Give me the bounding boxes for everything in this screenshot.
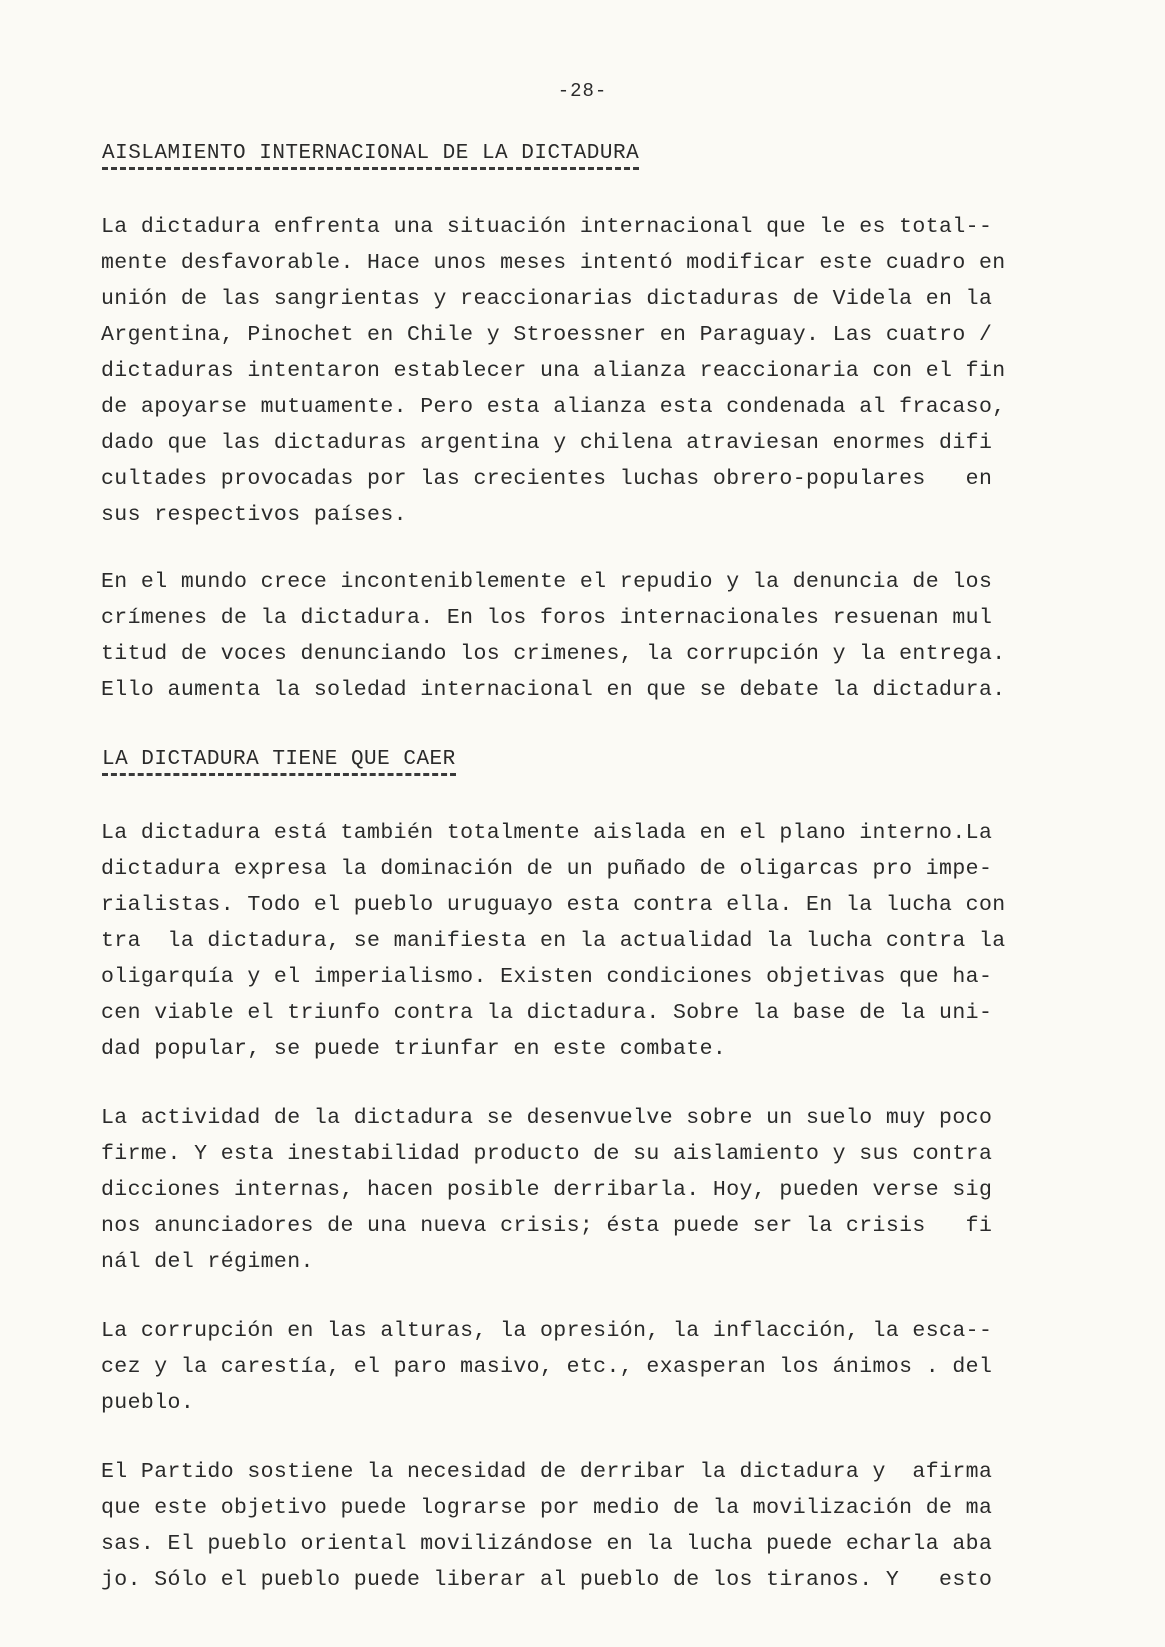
text-line: nál del régimen. xyxy=(101,1250,314,1274)
text-line: La dictadura está también totalmente aislada en el plano interno.La xyxy=(101,821,993,845)
text-line: dictadura expresa la dominación de un puñado de oligarcas pro impe- xyxy=(101,857,993,881)
text-line: En el mundo crece inconteniblemente el repudio y la denuncia de los xyxy=(101,570,993,594)
text-line: El Partido sostiene la necesidad de derribar la dictadura y afirma xyxy=(101,1460,993,1484)
heading-international-isolation: AISLAMIENTO INTERNACIONAL DE LA DICTADURA xyxy=(102,142,639,170)
text-line: dicciones internas, hacen posible derribarla. Hoy, pueden verse sig xyxy=(101,1178,993,1202)
text-line: sus respectivos países. xyxy=(101,503,407,527)
paragraph-3 xyxy=(101,815,1081,1067)
page-number: -28- xyxy=(557,80,608,102)
text-line: rialistas. Todo el pueblo uruguayo esta contra ella. En la lucha con xyxy=(101,893,1006,917)
text-line: unión de las sangrientas y reaccionarias dictaduras de Videla en la xyxy=(101,287,993,311)
text-line: titud de voces denunciando los crimenes, la corrupción y la entrega. xyxy=(101,642,1006,666)
paragraph-4 xyxy=(101,1100,1081,1280)
text-line: firme. Y esta inestabilidad producto de su aislamiento y sus contra xyxy=(101,1142,993,1166)
text-line: de apoyarse mutuamente. Pero esta alianza esta condenada al fracaso, xyxy=(101,395,1006,419)
text-line: cen viable el triunfo contra la dictadura. Sobre la base de la uni- xyxy=(101,1001,993,1025)
text-line: cez y la carestía, el paro masivo, etc., exasperan los ánimos . del xyxy=(101,1355,993,1379)
text-line: tra la dictadura, se manifiesta en la actualidad la lucha contra la xyxy=(101,929,1006,953)
heading-dictatorship-must-fall: LA DICTADURA TIENE QUE CAER xyxy=(102,748,456,776)
paragraph-6 xyxy=(101,1454,1081,1598)
text-line: Argentina, Pinochet en Chile y Stroessner en Paraguay. Las cuatro / xyxy=(101,323,993,347)
text-line: oligarquía y el imperialismo. Existen condiciones objetivas que ha- xyxy=(101,965,993,989)
text-line: La corrupción en las alturas, la opresión, la inflacción, la esca-- xyxy=(101,1319,993,1343)
text-line: nos anunciadores de una nueva crisis; ésta puede ser la crisis fi xyxy=(101,1214,993,1238)
paragraph-5 xyxy=(101,1313,1081,1421)
text-line: La actividad de la dictadura se desenvuelve sobre un suelo muy poco xyxy=(101,1106,993,1130)
text-line: pueblo. xyxy=(101,1391,195,1415)
text-line: que este objetivo puede lograrse por medio de la movilización de ma xyxy=(101,1496,993,1520)
text-line: sas. El pueblo oriental movilizándose en la lucha puede echarla aba xyxy=(101,1532,993,1556)
text-line: dad popular, se puede triunfar en este combate. xyxy=(101,1037,727,1061)
text-line: mente desfavorable. Hace unos meses intentó modificar este cuadro en xyxy=(101,251,1006,275)
text-line: Ello aumenta la soledad internacional en que se debate la dictadura. xyxy=(101,678,1006,702)
text-line: La dictadura enfrenta una situación internacional que le es total-- xyxy=(101,215,993,239)
paragraph-2 xyxy=(101,564,1081,708)
paragraph-1 xyxy=(101,209,1081,533)
text-line: jo. Sólo el pueblo puede liberar al pueblo de los tiranos. Y esto xyxy=(101,1568,993,1592)
text-line: cultades provocadas por las crecientes luchas obrero-populares en xyxy=(101,467,993,491)
text-line: crímenes de la dictadura. En los foros internacionales resuenan mul xyxy=(101,606,993,630)
text-line: dado que las dictaduras argentina y chilena atraviesan enormes difi xyxy=(101,431,993,455)
text-line: dictaduras intentaron establecer una alianza reaccionaria con el fin xyxy=(101,359,1006,383)
